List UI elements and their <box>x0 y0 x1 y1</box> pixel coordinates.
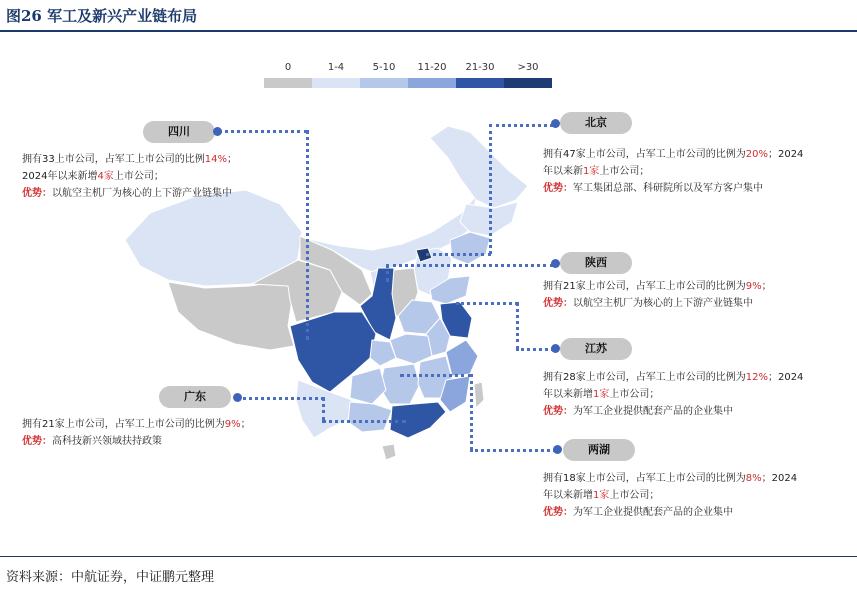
callout-advantage: 优势：军工集团总部、科研院所以及军方客户集中 <box>543 183 763 194</box>
callout-pill-shaanxi: 陕西 <box>560 252 632 274</box>
callout-line: 年以来新增1家上市公司； <box>543 490 660 501</box>
callout-dot-beijing <box>551 119 560 128</box>
callout-text-lianghu <box>543 470 797 521</box>
callout-pill-lianghu: 两湖 <box>563 439 635 461</box>
connector-lianghu <box>400 374 472 377</box>
source-rule <box>0 556 857 557</box>
callout-line: 2024年以来新增4家上市公司； <box>22 171 164 182</box>
callout-line: 拥有21家上市公司，占军工上市公司的比例为9%； <box>543 281 772 292</box>
callout-dot-shaanxi <box>551 259 560 268</box>
connector-sichuan <box>218 130 308 133</box>
region-zhejiang <box>446 340 478 376</box>
callout-dot-sichuan <box>213 127 222 136</box>
callout-advantage: 优势：以航空主机厂为核心的上下游产业链集中 <box>22 188 232 199</box>
callout-advantage: 优势：为军工企业提供配套产品的企业集中 <box>543 507 733 518</box>
callout-pill-guangdong: 广东 <box>159 386 231 408</box>
connector-sichuan <box>306 130 309 340</box>
callout-text-jiangsu <box>543 369 803 420</box>
region-guizhou <box>350 368 386 404</box>
region-hunan <box>380 364 420 404</box>
legend-label: >30 <box>517 62 539 73</box>
legend-label: 5-10 <box>372 62 396 73</box>
figure-title: 图26 军工及新兴产业链布局 <box>6 7 198 25</box>
callout-line: 拥有18家上市公司，占军工上市公司的比例为8%；2024 <box>543 473 798 484</box>
callout-dot-lianghu <box>553 445 562 454</box>
callout-pill-jiangsu: 江苏 <box>560 338 632 360</box>
region-guangxi <box>348 402 392 432</box>
region-hubei <box>390 334 432 364</box>
legend-label: 0 <box>284 62 292 73</box>
callout-line: 年以来新1家上市公司； <box>543 166 650 177</box>
connector-lianghu <box>470 374 473 450</box>
callout-text-shaanxi <box>543 278 772 312</box>
connector-beijing <box>489 124 492 254</box>
connector-lianghu <box>470 449 556 452</box>
callout-advantage: 优势：为军工企业提供配套产品的企业集中 <box>543 406 733 417</box>
callout-advantage: 优势：以航空主机厂为核心的上下游产业链集中 <box>543 298 753 309</box>
callout-line: 拥有47家上市公司，占军工上市公司的比例为20%；2024 <box>543 149 804 160</box>
callout-dot-guangdong <box>233 393 242 402</box>
source-note: 资料来源：中航证券，中证鹏元整理 <box>6 570 215 585</box>
callout-text-beijing <box>543 146 803 197</box>
connector-shaanxi <box>386 264 389 282</box>
legend-label: 21-30 <box>465 62 495 73</box>
callout-line: 拥有28家上市公司，占军工上市公司的比例为12%；2024 <box>543 372 804 383</box>
connector-jiangsu <box>456 302 518 305</box>
callout-line: 拥有21家上市公司，占军工上市公司的比例为9%； <box>22 419 251 430</box>
callout-text-guangdong <box>22 416 251 450</box>
callout-pill-beijing: 北京 <box>560 112 632 134</box>
callout-line: 拥有33上市公司，占军工上市公司的比例14%； <box>22 154 237 165</box>
callout-dot-jiangsu <box>551 344 560 353</box>
connector-beijing <box>489 124 553 127</box>
connector-guangdong <box>322 420 406 423</box>
connector-jiangsu <box>516 348 554 351</box>
callout-pill-sichuan: 四川 <box>143 121 215 143</box>
region-hainan <box>382 444 396 460</box>
legend-label: 11-20 <box>417 62 447 73</box>
region-taiwan <box>474 382 484 408</box>
callout-advantage: 优势：高科技新兴领域扶持政策 <box>22 436 162 447</box>
connector-shaanxi <box>386 264 553 267</box>
region-heilongjiang <box>430 126 528 208</box>
connector-beijing <box>426 253 491 256</box>
connector-guangdong <box>322 397 325 421</box>
legend-label: 1-4 <box>327 62 345 73</box>
connector-guangdong <box>238 397 324 400</box>
callout-text-sichuan <box>22 151 237 202</box>
connector-jiangsu <box>516 302 519 350</box>
callout-line: 年以来新增1家上市公司； <box>543 389 660 400</box>
region-xizang <box>168 280 294 350</box>
